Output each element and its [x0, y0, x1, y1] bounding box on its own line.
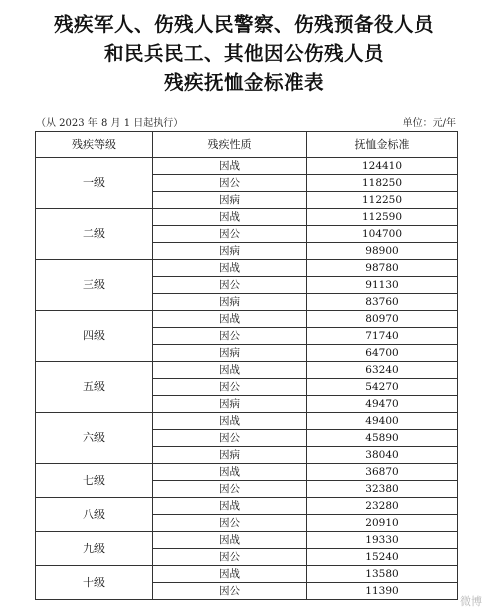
amount-cell: 63240 [307, 362, 458, 379]
nature-cell: 因公 [153, 379, 307, 396]
grade-cell: 三级 [36, 260, 153, 311]
nature-cell: 因战 [153, 260, 307, 277]
grade-cell: 二级 [36, 209, 153, 260]
grade-cell: 八级 [36, 498, 153, 532]
table-row [36, 532, 458, 549]
grade-cell: 十级 [36, 566, 153, 600]
amount-cell: 15240 [307, 549, 458, 566]
grade-cell: 七级 [36, 464, 153, 498]
unit-note: 单位：元/年 [402, 118, 456, 129]
amount-cell: 49400 [307, 413, 458, 430]
nature-cell: 因战 [153, 498, 307, 515]
table-row [36, 209, 458, 226]
amount-cell: 80970 [307, 311, 458, 328]
amount-cell: 98900 [307, 243, 458, 260]
nature-cell: 因战 [153, 464, 307, 481]
nature-cell: 因公 [153, 583, 307, 600]
amount-cell: 32380 [307, 481, 458, 498]
watermark-text: 微博 [460, 595, 482, 608]
grade-cell: 一级 [36, 158, 153, 209]
table-header-row [36, 132, 458, 158]
amount-cell: 20910 [307, 515, 458, 532]
amount-cell: 112590 [307, 209, 458, 226]
header-nature: 残疾性质 [153, 132, 307, 158]
amount-cell: 19330 [307, 532, 458, 549]
amount-cell: 49470 [307, 396, 458, 413]
nature-cell: 因公 [153, 481, 307, 498]
amount-cell: 38040 [307, 447, 458, 464]
nature-cell: 因病 [153, 294, 307, 311]
header-amount: 抚恤金标准 [307, 132, 458, 158]
amount-cell: 112250 [307, 192, 458, 209]
grade-cell: 四级 [36, 311, 153, 362]
amount-cell: 54270 [307, 379, 458, 396]
table-row [36, 413, 458, 430]
nature-cell: 因公 [153, 515, 307, 532]
nature-cell: 因病 [153, 243, 307, 260]
amount-cell: 83760 [307, 294, 458, 311]
amount-cell: 45890 [307, 430, 458, 447]
amount-cell: 124410 [307, 158, 458, 175]
nature-cell: 因公 [153, 549, 307, 566]
nature-cell: 因公 [153, 175, 307, 192]
table-row [36, 362, 458, 379]
nature-cell: 因病 [153, 345, 307, 362]
header-grade: 残疾等级 [36, 132, 153, 158]
amount-cell: 91130 [307, 277, 458, 294]
nature-cell: 因病 [153, 447, 307, 464]
amount-cell: 13580 [307, 566, 458, 583]
pension-standard-table [35, 131, 458, 600]
document-title-line-2: 和民兵民工、其他因公伤残人员 [103, 42, 384, 65]
nature-cell: 因战 [153, 209, 307, 226]
amount-cell: 118250 [307, 175, 458, 192]
amount-cell: 71740 [307, 328, 458, 345]
table-row [36, 158, 458, 175]
amount-cell: 98780 [307, 260, 458, 277]
document-title-line-3: 残疾抚恤金标准表 [163, 71, 324, 94]
table-row [36, 260, 458, 277]
nature-cell: 因战 [153, 158, 307, 175]
nature-cell: 因病 [153, 192, 307, 209]
amount-cell: 64700 [307, 345, 458, 362]
amount-cell: 23280 [307, 498, 458, 515]
nature-cell: 因战 [153, 566, 307, 583]
amount-cell: 104700 [307, 226, 458, 243]
amount-cell: 11390 [307, 583, 458, 600]
grade-cell: 六级 [36, 413, 153, 464]
nature-cell: 因战 [153, 413, 307, 430]
table-body [36, 158, 458, 600]
grade-cell: 五级 [36, 362, 153, 413]
table-row [36, 311, 458, 328]
nature-cell: 因战 [153, 311, 307, 328]
grade-cell: 九级 [36, 532, 153, 566]
table-row [36, 464, 458, 481]
table-subheader [36, 114, 456, 128]
nature-cell: 因公 [153, 277, 307, 294]
nature-cell: 因病 [153, 396, 307, 413]
nature-cell: 因战 [153, 362, 307, 379]
nature-cell: 因公 [153, 226, 307, 243]
amount-cell: 36870 [307, 464, 458, 481]
effective-date-note: （从 2023 年 8 月 1 日起执行） [36, 118, 184, 129]
nature-cell: 因战 [153, 532, 307, 549]
table-row [36, 566, 458, 583]
document-title-line-1: 残疾军人、伤残人民警察、伤残预备役人员 [53, 13, 434, 36]
nature-cell: 因公 [153, 328, 307, 345]
nature-cell: 因公 [153, 430, 307, 447]
table-row [36, 498, 458, 515]
